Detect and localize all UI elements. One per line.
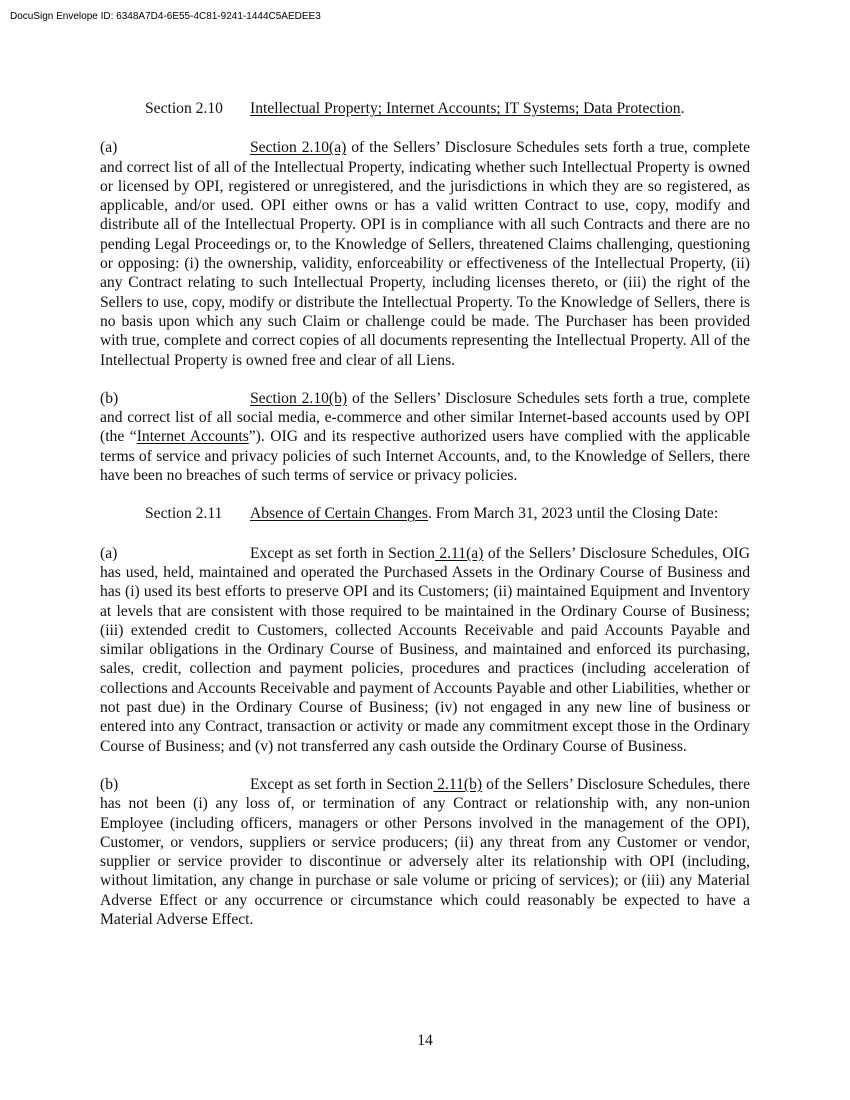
section-reference: Section 2.10(b) [250, 389, 348, 407]
section-number: Section 2.10 [145, 100, 223, 117]
paragraph-lead: Except as set forth in Section [250, 775, 434, 793]
paragraph-label: (b) [100, 775, 119, 793]
paragraph-lead: Except as set forth in Section [250, 544, 435, 562]
paragraph-label: (a) [100, 139, 118, 157]
section-reference: Section 2.10(a) [250, 139, 347, 157]
paragraph-2-10-a [100, 138, 750, 370]
docusign-envelope-id: DocuSign Envelope ID: 6348A7D4-6E55-4C81-9241-1444C5AEDEE3 [10, 11, 321, 22]
section-reference: 2.11(a) [434, 544, 484, 562]
section-title-suffix: . From March 31, 2023 until the Closing Date: [427, 505, 719, 523]
paragraph-label: (b) [100, 389, 119, 407]
section-title: Intellectual Property; Internet Accounts; IT Systems; Data Protection [250, 100, 681, 117]
section-title: Absence of Certain Changes [250, 505, 428, 523]
page-number: 14 [417, 1032, 433, 1049]
paragraph-label: (a) [100, 544, 118, 562]
paragraph-2-10-b [100, 389, 750, 485]
section-title-suffix: . [680, 100, 685, 117]
defined-term: Internet Accounts [136, 428, 249, 446]
paragraph-text: of the Sellers’ Disclosure Schedules, there has not been (i) any loss of, or termination of any Contract or relationship with, any non-union Employee (including officers, managers or other Persons involved in the management of the OPI), Customer, or vendors, suppliers or service producers; (ii) any threat from any Customer or vendor, supplier or service provider to discontinue or adversely alter its relationship with OPI (including, without limitation, any change in purchase or sale volume or pricing of services); or (iii) any Material Adverse Effect or any occurrence or circumstance which could reasonably be expected to have a Material Adverse Effect. [100, 775, 750, 928]
section-reference: 2.11(b) [433, 775, 483, 793]
paragraph-text: of the Sellers’ Disclosure Schedules sets forth a true, complete and correct list of all of the Intellectual Property, indicating whether such Intellectual Property is owned or licensed by OPI, registered or unregistered, and the jurisdictions in which they are so registered, as applicable, and/or used. OPI either owns or has a valid written Contract to use, copy, modify and distribute all of the Intellectual Property. OPI is in compliance with all such Contracts and there are no pending Legal Proceedings or, to the Knowledge of Sellers, threatened Claims challenging, questioning or opposing: (i) the ownership, validity, enforceability or effectiveness of the Intellectual Property, (ii) any Contract relating to such Intellectual Property, including licenses thereto, or (iii) the right of the Sellers to use, copy, modify or distribute the Intellectual Property. To the Knowledge of Sellers, there is no basis upon which any such Claim or challenge could be made. The Purchaser has been provided with true, complete and correct copies of all documents representing the Intellectual Property. All of the Intellectual Property is owned free and clear of all Liens. [100, 139, 750, 369]
paragraph-2-11-a [100, 544, 750, 756]
document-body [100, 99, 750, 948]
section-2-10-heading [100, 99, 750, 118]
paragraph-text-continued: ”). OIG and its respective authorized users have complied with the applicable terms of service and privacy policies of such Internet Accounts, and, to the Knowledge of Sellers, there have been no breaches of such terms of service or privacy policies. [100, 428, 750, 485]
paragraph-text: of the Sellers’ Disclosure Schedules sets forth a true, complete and correct list of all social media, e-commerce and other similar Internet-based accounts used by OPI (the “ [100, 389, 750, 446]
paragraph-2-11-b [100, 775, 750, 929]
paragraph-text: of the Sellers’ Disclosure Schedules, OIG has used, held, maintained and operated the Purchased Assets in the Ordinary Course of Business and has (i) used its best efforts to preserve OPI and its Customers; (ii) maintained Equipment and Inventory at levels that are consistent with those required to be maintained in the Ordinary Course of Business; (iii) extended credit to Customers, collected Accounts Receivable and paid Accounts Payable and similar obligations in the Ordinary Course of Business, and maintained and enforced its purchasing, sales, credit, collection and payment policies, procedures and practices (including acceleration of collections and Accounts Receivable and payment of Accounts Payable and other Liabilities, whether or not past due) in the Ordinary Course of Business; (iv) not engaged in any new line of business or entered into any Contract, transaction or activity or made any commitment except those in the Ordinary Course of Business; and (v) not transferred any cash outside the Ordinary Course of Business. [100, 544, 750, 755]
section-2-11-heading [100, 504, 750, 523]
section-number: Section 2.11 [145, 505, 223, 523]
